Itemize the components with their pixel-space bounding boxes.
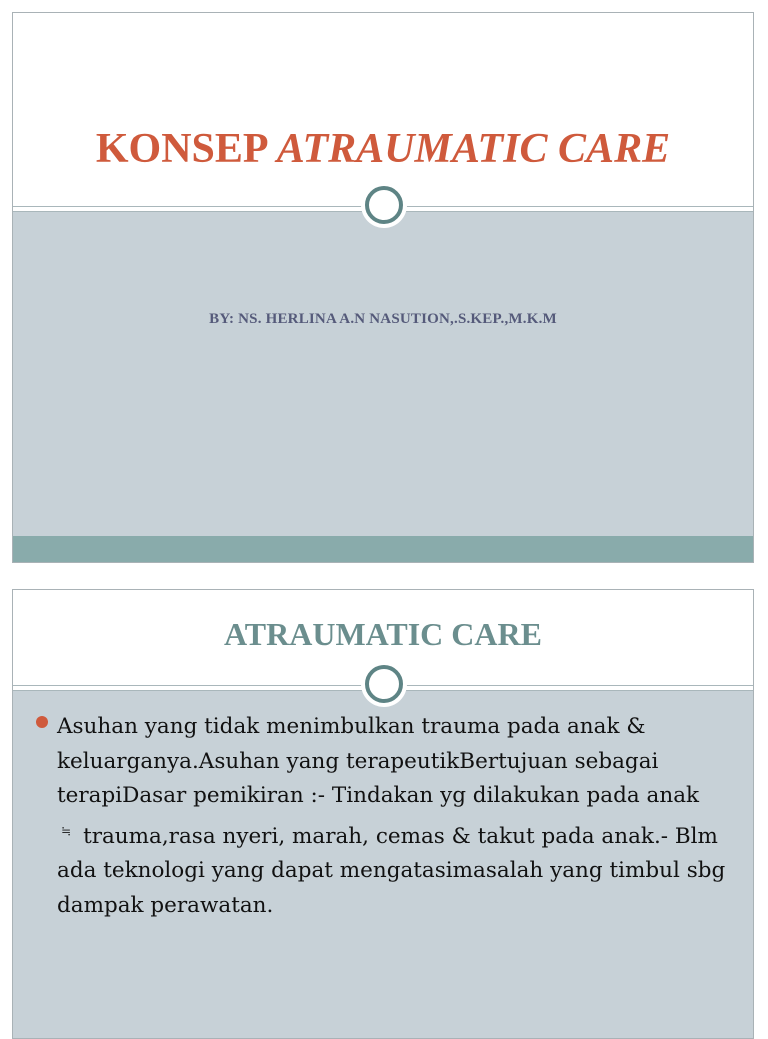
bullet-icon xyxy=(36,716,48,728)
slide-title-italic: ATRAUMATIC CARE xyxy=(276,126,671,172)
bullet-text-part1: Asuhan yang tidak menimbulkan trauma pada anak & keluarganya.Asuhan yang terapeutikBertujuan sebagai terapiDasar pemikiran :- Tindakan yg dilakukan pada anak xyxy=(57,714,700,808)
slide-title-plain: KONSEP xyxy=(95,126,277,172)
circle-ornament-icon xyxy=(365,186,403,224)
content-slide xyxy=(12,589,754,1039)
slide-heading: ATRAUMATIC CARE xyxy=(224,616,542,652)
title-slide xyxy=(12,12,754,563)
subtitle-area xyxy=(13,212,753,536)
slide-title xyxy=(13,125,753,173)
bullet-text xyxy=(57,710,737,923)
circle-ornament-icon xyxy=(365,665,403,703)
approx-symbol: ≒ xyxy=(61,823,72,838)
bottom-band xyxy=(13,536,753,563)
bullet-text-part2: trauma,rasa nyeri, marah, cemas & takut pada anak.- Blm ada teknologi yang dapat mengatasimasalah yang timbul sbg dampak perawatan. xyxy=(57,823,726,918)
title-area xyxy=(13,13,753,206)
author-byline: BY: NS. HERLINA A.N NASUTION,.S.KEP.,M.K.M xyxy=(209,311,557,327)
